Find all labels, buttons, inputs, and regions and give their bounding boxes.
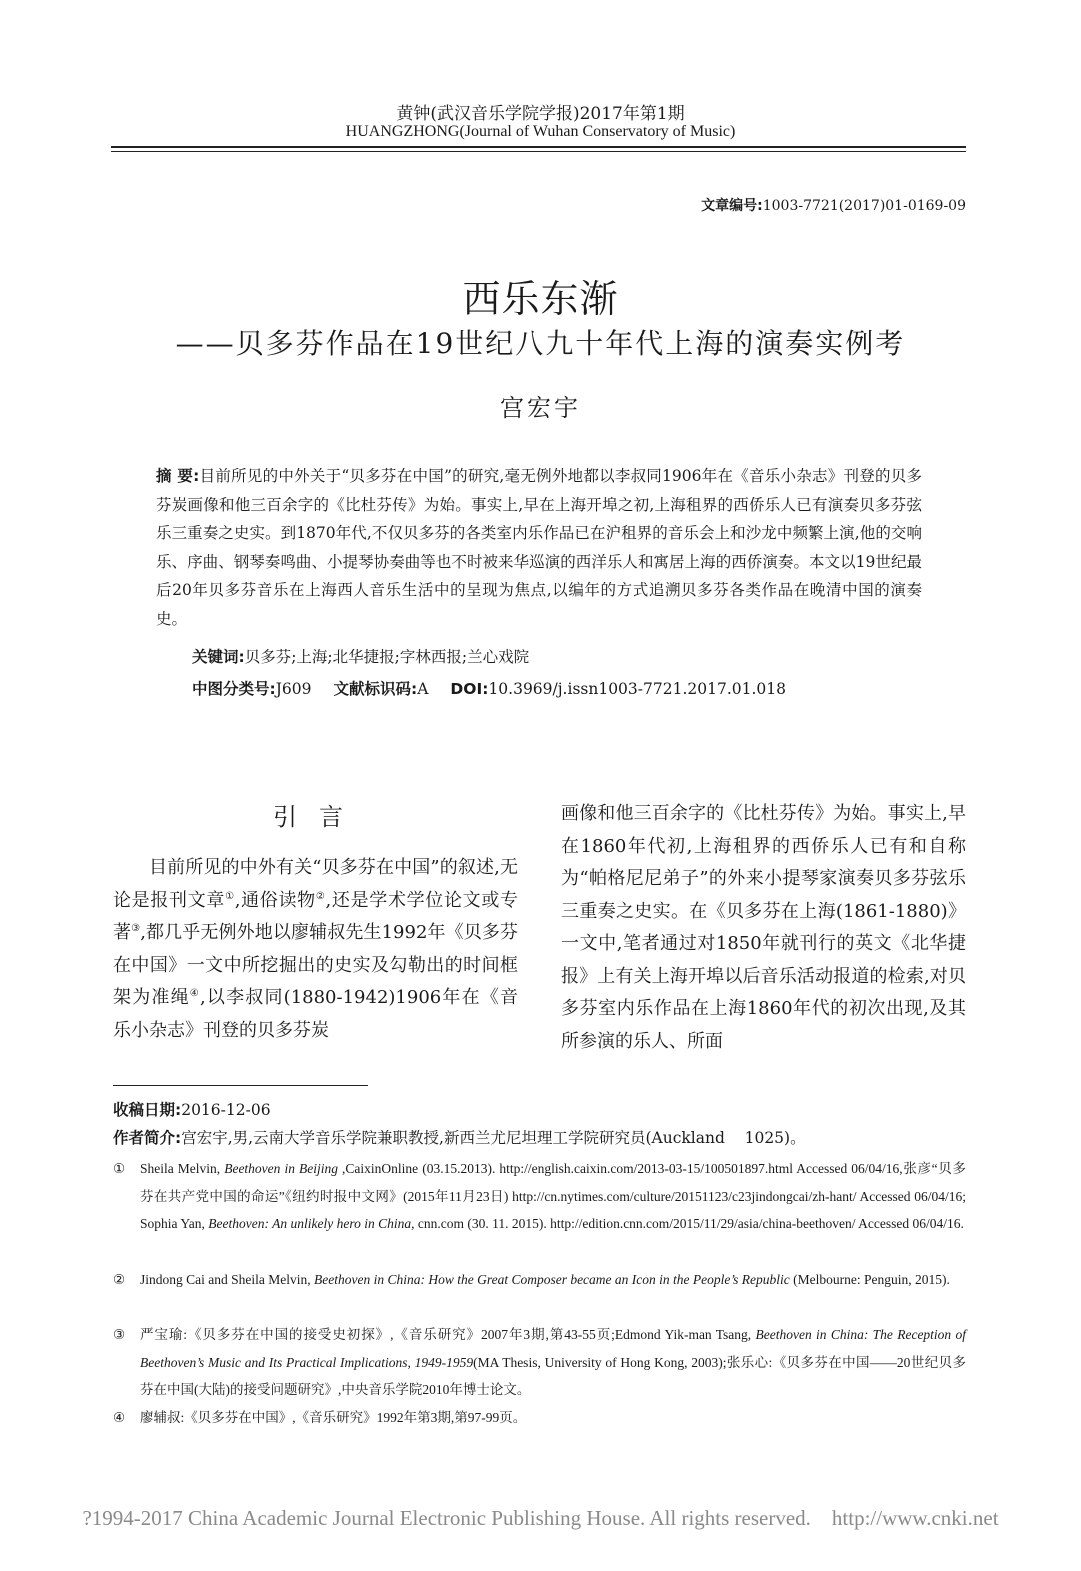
- note-mark: ④: [189, 988, 200, 999]
- article-title: 西乐东渐: [462, 277, 619, 321]
- footnote-title: Beethoven in Beijing: [224, 1161, 338, 1176]
- journal-header-cn: 黄钟(武汉音乐学院学报)2017年第1期: [396, 104, 685, 124]
- note-mark: ①: [225, 890, 235, 902]
- footnote-text: ,CaixinOnline (03.15.2013). http://english.caixin.com/2013-03-15/100501897.html Accessed 06/04/16,张彦“贝多芬在共产党中国的命运”《纽约时报中文网》(2015年11月23日) http://cn.nytimes.com/culture/20151123/c23jindongcai/zh-hant/ Accessed 06/04/16; Sophia Yan,: [140, 1161, 966, 1231]
- abstract: [156, 462, 922, 633]
- keywords: [192, 645, 529, 667]
- article-number: [701, 195, 966, 215]
- author-bio-value: 宫宏宇,男,云南大学音乐学院兼职教授,新西兰尤尼坦理工学院研究员(Auckland 1025)。: [181, 1129, 806, 1147]
- footnote-text: 严宝瑜:《贝多芬在中国的接受史初探》,《音乐研究》2007年3期,第43-55页;Edmond Yik-man Tsang,: [140, 1327, 756, 1342]
- article-author: 宫宏宇: [500, 394, 581, 422]
- author-bio-label: 作者简介:: [113, 1129, 182, 1147]
- body-column-left: [113, 852, 518, 1047]
- article-number-value: 1003-7721(2017)01-0169-09: [762, 198, 966, 214]
- section-heading: 引言: [273, 803, 365, 831]
- footnote-number: ③: [113, 1327, 126, 1342]
- footnote-text: 廖辅叔:《贝多芬在中国》,《音乐研究》1992年第3期,第97-99页。: [140, 1410, 527, 1425]
- footnote-4: [113, 1404, 966, 1432]
- doc-code-label: 文献标识码:: [333, 680, 418, 698]
- received-label: 收稿日期:: [113, 1101, 182, 1119]
- footnote-text: (Melbourne: Penguin, 2015).: [789, 1272, 950, 1287]
- footnote-text: (MA Thesis, University of Hong Kong, 2003);张乐心:《贝多芬在中国——20世纪贝多芬在中国(大陆)的接受问题研究》,中央音乐学院2010年博士论文。: [140, 1354, 966, 1397]
- note-mark: ②: [315, 890, 326, 902]
- doi-label: DOI:: [450, 680, 489, 698]
- article-subtitle: ——贝多芬作品在19世纪八九十年代上海的演奏实例考: [175, 327, 906, 360]
- keywords-value: 贝多芬;上海;北华捷报;字林西报;兰心戏院: [244, 648, 530, 666]
- footnote-text: Sheila Melvin,: [140, 1161, 225, 1176]
- received-date: [113, 1098, 271, 1120]
- footnote-title: Beethoven in China: How the Great Composer became an Icon in the People’s Republic: [313, 1272, 790, 1287]
- footnote-2: [113, 1266, 966, 1294]
- author-bio: [113, 1126, 806, 1148]
- body-column-right: 画像和他三百余字的《比杜芬传》为始。事实上,早在1860年代初,上海租界的西侨乐人已有和自称为“帕格尼尼弟子”的外来小提琴家演奏贝多芬弦乐三重奏之史实。在《贝多芬在上海(1861-1880)》一文中,笔者通过对1850年就刊行的英文《北华捷报》上有关上海开埠以后音乐活动报道的检索,对贝多芬室内乐作品在上海1860年代的初次出现,及其所参演的乐人、所面: [561, 803, 966, 1052]
- received-value: 2016-12-06: [181, 1101, 271, 1119]
- footnote-number: ④: [113, 1410, 126, 1425]
- footnote-1: [113, 1155, 966, 1238]
- doi-value: 10.3969/j.issn1003-7721.2017.01.018: [488, 680, 787, 698]
- article-number-label: 文章编号:: [701, 198, 763, 214]
- keywords-label: 关键词:: [192, 648, 245, 666]
- body-text: ,通俗读物: [234, 889, 316, 911]
- body-text: ,都几乎无例外地以廖辅叔先生1992年《贝多芬在中国》一文中所挖掘出的史实及勾勒出的时间框架为准绳: [113, 922, 519, 1008]
- doc-code-value: A: [417, 680, 429, 698]
- journal-header-en: HUANGZHONG(Journal of Wuhan Conservatory of Music): [345, 123, 736, 140]
- footnote-title: Beethoven: An unlikely hero in China: [208, 1216, 412, 1231]
- footnote-3: [113, 1321, 966, 1404]
- footnote-rule: [113, 1085, 368, 1086]
- header-rule-thin: [111, 151, 966, 152]
- note-mark: ③: [131, 923, 141, 934]
- body-text: ,以李叔同(1880-1942)1906年在《音乐小杂志》刊登的贝多芬炭: [113, 987, 519, 1041]
- abstract-text: 目前所见的中外关于“贝多芬在中国”的研究,毫无例外地都以李叔同1906年在《音乐小杂志》刊登的贝多芬炭画像和他三百余字的《比杜芬传》为始。事实上,早在上海开埠之初,上海租界的西侨乐人已有演奏贝多芬弦乐三重奏之史实。到1870年代,不仅贝多芬的各类室内乐作品已在沪租界的音乐会上和沙龙中频繁上演,他的交响乐、序曲、钢琴奏鸣曲、小提琴协奏曲等也不时被来华巡演的西洋乐人和寓居上海的西侨演奏。本文以19世纪最后20年贝多芬音乐在上海西人音乐生活中的呈现为焦点,以编年的方式追溯贝多芬各类作品在晚清中国的演奏史。: [156, 467, 922, 628]
- clc-label: 中图分类号:: [192, 680, 276, 698]
- footnote-text: Jindong Cai and Sheila Melvin,: [140, 1272, 314, 1287]
- footnote-title: Beethoven in China: The Reception of Beethoven’s Music and Its Practical Implications, 1949-1959: [140, 1327, 966, 1370]
- copyright-footer: ?1994-2017 China Academic Journal Electronic Publishing House. All rights reserved. http://www.cnki.net: [82, 1506, 999, 1530]
- clc-value: J609: [275, 680, 312, 698]
- footnote-number: ②: [113, 1272, 126, 1287]
- footnote-number: ①: [113, 1161, 126, 1176]
- header-rule-thick: [111, 146, 966, 148]
- body-text: 目前所见的中外有关“贝多芬在中国”的叙述,无论是报刊文章: [113, 857, 518, 911]
- body-text: ,还是学术学位论文或专著: [113, 889, 519, 943]
- classification-line: [192, 677, 786, 699]
- abstract-label: 摘 要:: [156, 467, 200, 485]
- footnote-text: , cnn.com (30. 11. 2015). http://edition.cnn.com/2015/11/29/asia/china-beethoven/ Accessed 06/04/16.: [411, 1216, 964, 1231]
